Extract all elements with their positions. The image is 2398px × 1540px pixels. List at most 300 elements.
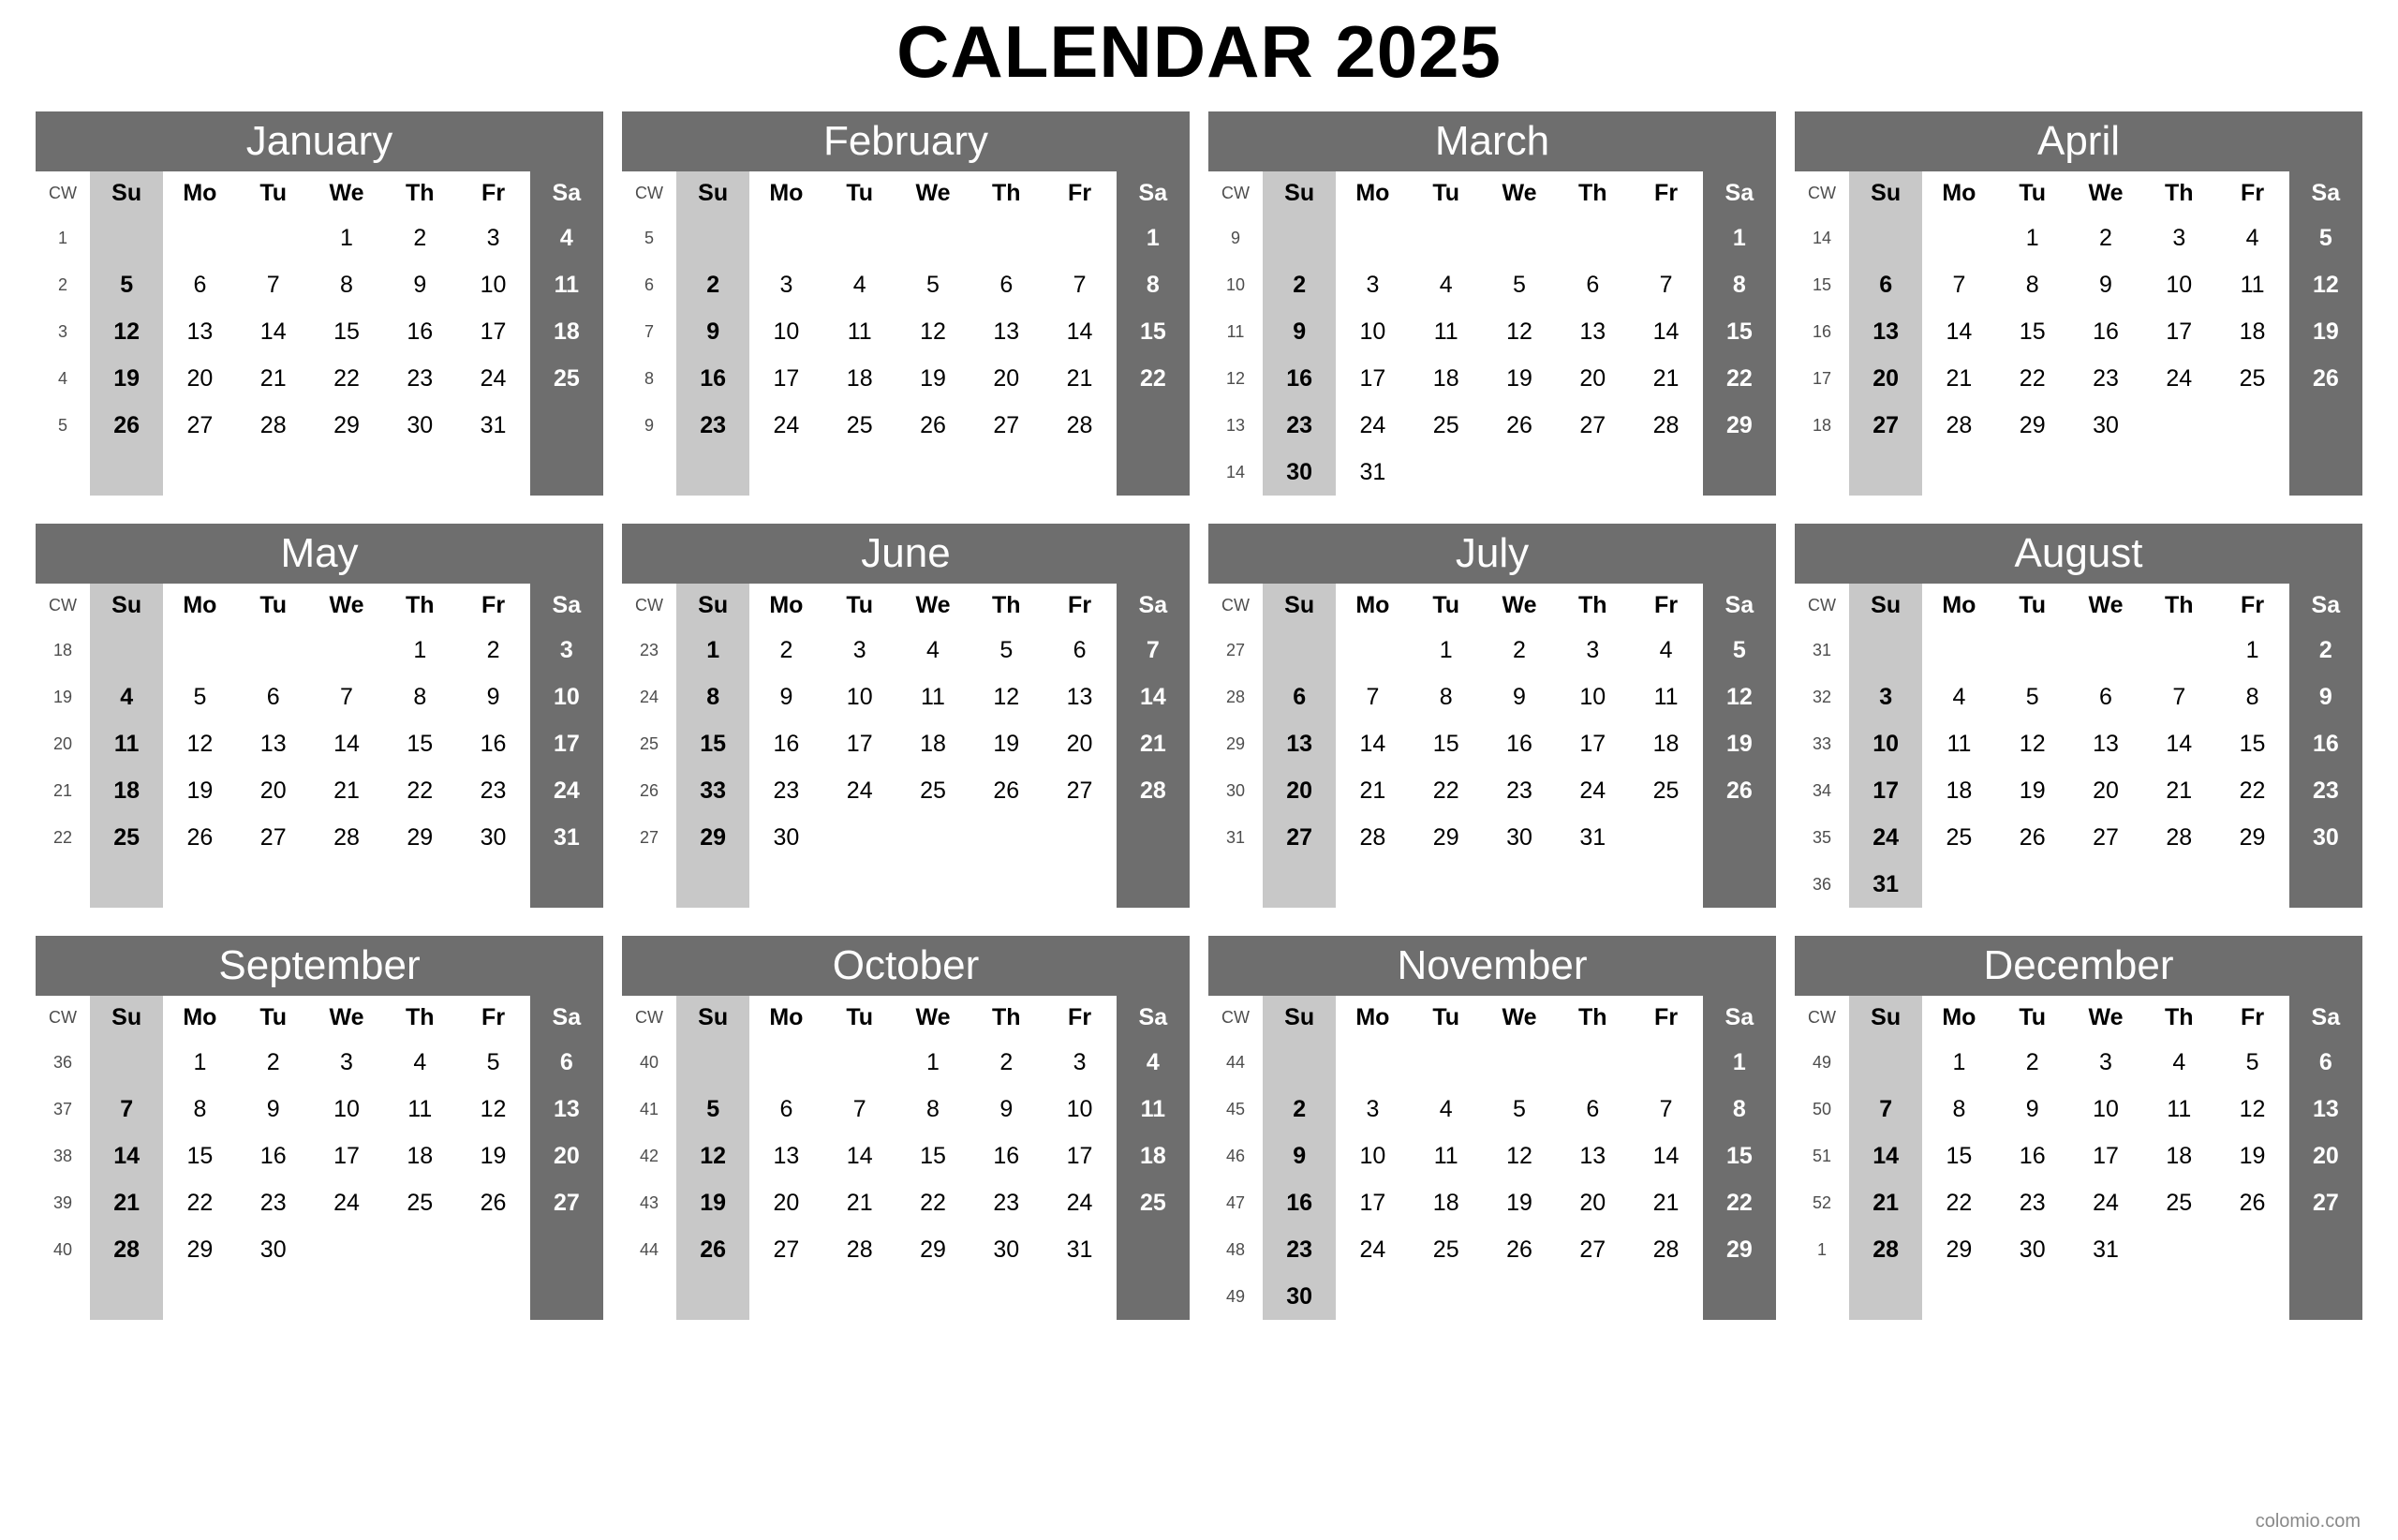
- day-cell[interactable]: 18: [1946, 777, 1973, 804]
- day-cell[interactable]: 13: [773, 1142, 800, 1169]
- day-cell-sunday[interactable]: 20: [1873, 364, 1900, 392]
- day-cell[interactable]: [1483, 1039, 1556, 1086]
- day-cell[interactable]: 12: [480, 1095, 507, 1122]
- day-cell[interactable]: [1410, 861, 1483, 908]
- day-cell-saturday[interactable]: [2289, 402, 2362, 449]
- day-cell[interactable]: 17: [1359, 1189, 1386, 1216]
- day-cell[interactable]: 20: [1579, 364, 1606, 392]
- day-cell-sunday[interactable]: 21: [113, 1189, 141, 1216]
- day-cell[interactable]: 8: [926, 1095, 940, 1122]
- day-cell[interactable]: 18: [407, 1142, 434, 1169]
- day-cell[interactable]: [383, 1226, 456, 1273]
- day-cell[interactable]: 10: [480, 271, 507, 298]
- day-cell-saturday[interactable]: 7: [1146, 636, 1160, 663]
- day-cell[interactable]: 26: [920, 411, 946, 438]
- day-cell[interactable]: [163, 1273, 236, 1320]
- day-cell-sunday[interactable]: 23: [1286, 1236, 1313, 1263]
- day-cell[interactable]: [456, 449, 529, 496]
- day-cell[interactable]: 29: [2239, 823, 2266, 851]
- day-cell[interactable]: 13: [1579, 318, 1606, 345]
- day-cell[interactable]: 1: [193, 1048, 207, 1075]
- day-cell-sunday[interactable]: 25: [113, 823, 141, 851]
- day-cell-saturday[interactable]: 26: [2312, 364, 2339, 392]
- day-cell[interactable]: [1629, 449, 1702, 496]
- day-cell[interactable]: 2: [413, 224, 427, 251]
- day-cell[interactable]: 14: [333, 730, 360, 757]
- day-cell-saturday[interactable]: 16: [2312, 730, 2339, 757]
- day-cell[interactable]: [1922, 215, 1995, 261]
- day-cell[interactable]: 25: [2239, 364, 2266, 392]
- day-cell[interactable]: 12: [2239, 1095, 2266, 1122]
- day-cell[interactable]: [2215, 449, 2288, 496]
- day-cell[interactable]: [970, 861, 1043, 908]
- day-cell[interactable]: 17: [773, 364, 800, 392]
- day-cell[interactable]: 7: [266, 271, 280, 298]
- day-cell[interactable]: 21: [1652, 364, 1680, 392]
- day-cell-saturday[interactable]: [530, 449, 603, 496]
- day-cell[interactable]: 13: [1579, 1142, 1606, 1169]
- day-cell-saturday[interactable]: [530, 402, 603, 449]
- day-cell[interactable]: [1556, 1273, 1629, 1320]
- day-cell[interactable]: 4: [1439, 1095, 1453, 1122]
- day-cell[interactable]: [310, 1226, 383, 1273]
- day-cell[interactable]: 16: [993, 1142, 1020, 1169]
- day-cell[interactable]: 6: [1586, 271, 1600, 298]
- day-cell[interactable]: [970, 215, 1043, 261]
- day-cell[interactable]: 27: [1579, 1236, 1606, 1263]
- day-cell[interactable]: 6: [999, 271, 1014, 298]
- day-cell-saturday[interactable]: 19: [1725, 730, 1753, 757]
- day-cell[interactable]: 9: [1513, 683, 1526, 710]
- day-cell[interactable]: 20: [2093, 777, 2119, 804]
- day-cell[interactable]: 29: [333, 411, 360, 438]
- day-cell-sunday[interactable]: [676, 1039, 749, 1086]
- day-cell[interactable]: 27: [2093, 823, 2119, 851]
- day-cell[interactable]: [2142, 627, 2215, 674]
- day-cell[interactable]: 21: [1359, 777, 1386, 804]
- day-cell-saturday[interactable]: 6: [559, 1048, 573, 1075]
- day-cell-sunday[interactable]: 31: [1873, 870, 1900, 897]
- day-cell-sunday[interactable]: 33: [700, 777, 727, 804]
- day-cell[interactable]: [237, 215, 310, 261]
- day-cell[interactable]: 9: [2025, 1095, 2039, 1122]
- day-cell[interactable]: 10: [1359, 1142, 1386, 1169]
- day-cell-saturday[interactable]: 27: [2312, 1189, 2339, 1216]
- day-cell[interactable]: 5: [2245, 1048, 2259, 1075]
- day-cell[interactable]: 13: [993, 318, 1020, 345]
- day-cell[interactable]: [1996, 449, 2069, 496]
- day-cell[interactable]: 25: [1432, 411, 1459, 438]
- day-cell-saturday[interactable]: [530, 1226, 603, 1273]
- day-cell[interactable]: 24: [2093, 1189, 2119, 1216]
- day-cell-saturday[interactable]: 28: [1139, 777, 1166, 804]
- day-cell[interactable]: [896, 449, 970, 496]
- day-cell[interactable]: 24: [480, 364, 507, 392]
- day-cell[interactable]: [1043, 215, 1116, 261]
- day-cell-saturday[interactable]: [1703, 861, 1776, 908]
- day-cell-sunday[interactable]: [90, 1273, 163, 1320]
- day-cell[interactable]: [1483, 861, 1556, 908]
- day-cell[interactable]: 27: [993, 411, 1020, 438]
- day-cell[interactable]: 7: [1366, 683, 1380, 710]
- day-cell[interactable]: 29: [1946, 1236, 1973, 1263]
- day-cell-sunday[interactable]: 19: [700, 1189, 727, 1216]
- day-cell-sunday[interactable]: 14: [113, 1142, 141, 1169]
- day-cell-sunday[interactable]: 9: [1293, 1142, 1307, 1169]
- day-cell[interactable]: 18: [2166, 1142, 2193, 1169]
- day-cell[interactable]: 12: [1506, 318, 1532, 345]
- day-cell[interactable]: 15: [920, 1142, 946, 1169]
- day-cell-sunday[interactable]: 23: [1286, 411, 1313, 438]
- day-cell[interactable]: [1922, 627, 1995, 674]
- day-cell[interactable]: [896, 861, 970, 908]
- day-cell[interactable]: 8: [193, 1095, 207, 1122]
- day-cell[interactable]: 21: [1946, 364, 1973, 392]
- day-cell[interactable]: 22: [186, 1189, 214, 1216]
- day-cell-sunday[interactable]: 7: [1879, 1095, 1893, 1122]
- day-cell[interactable]: [310, 449, 383, 496]
- day-cell-sunday[interactable]: [90, 449, 163, 496]
- day-cell-saturday[interactable]: 22: [1725, 364, 1753, 392]
- day-cell-sunday[interactable]: 29: [700, 823, 727, 851]
- day-cell[interactable]: 21: [2166, 777, 2193, 804]
- day-cell[interactable]: 20: [186, 364, 214, 392]
- day-cell[interactable]: [1556, 449, 1629, 496]
- day-cell-saturday[interactable]: [2289, 1226, 2362, 1273]
- day-cell[interactable]: 18: [846, 364, 873, 392]
- day-cell[interactable]: 20: [993, 364, 1020, 392]
- day-cell[interactable]: 13: [186, 318, 214, 345]
- day-cell[interactable]: 14: [259, 318, 287, 345]
- day-cell-saturday[interactable]: [1117, 814, 1190, 861]
- day-cell[interactable]: [749, 1039, 822, 1086]
- day-cell[interactable]: 4: [852, 271, 866, 298]
- day-cell[interactable]: 11: [847, 318, 872, 345]
- day-cell[interactable]: 11: [1433, 318, 1458, 345]
- day-cell[interactable]: [2215, 402, 2288, 449]
- day-cell[interactable]: 19: [186, 777, 214, 804]
- day-cell[interactable]: [970, 1273, 1043, 1320]
- day-cell[interactable]: [823, 215, 896, 261]
- day-cell-saturday[interactable]: 18: [1139, 1142, 1166, 1169]
- day-cell-saturday[interactable]: [2289, 449, 2362, 496]
- day-cell-saturday[interactable]: 30: [2312, 823, 2339, 851]
- day-cell[interactable]: [1629, 1039, 1702, 1086]
- day-cell-saturday[interactable]: 25: [1139, 1189, 1166, 1216]
- day-cell[interactable]: [970, 449, 1043, 496]
- day-cell-sunday[interactable]: 6: [1293, 683, 1307, 710]
- day-cell[interactable]: 6: [266, 683, 280, 710]
- day-cell[interactable]: 3: [1073, 1048, 1087, 1075]
- day-cell[interactable]: [1410, 1039, 1483, 1086]
- day-cell[interactable]: [1996, 1273, 2069, 1320]
- day-cell[interactable]: 17: [2166, 318, 2193, 345]
- day-cell[interactable]: 23: [993, 1189, 1020, 1216]
- day-cell[interactable]: 12: [920, 318, 946, 345]
- day-cell[interactable]: 30: [993, 1236, 1020, 1263]
- day-cell[interactable]: 27: [773, 1236, 800, 1263]
- day-cell[interactable]: 14: [1359, 730, 1386, 757]
- day-cell[interactable]: 14: [1652, 1142, 1680, 1169]
- day-cell-sunday[interactable]: 13: [1286, 730, 1313, 757]
- day-cell[interactable]: 1: [340, 224, 353, 251]
- day-cell-sunday[interactable]: 28: [113, 1236, 141, 1263]
- day-cell[interactable]: [237, 449, 310, 496]
- day-cell-sunday[interactable]: [90, 215, 163, 261]
- day-cell[interactable]: [2069, 1273, 2142, 1320]
- day-cell[interactable]: 24: [846, 777, 873, 804]
- day-cell[interactable]: 30: [259, 1236, 287, 1263]
- day-cell[interactable]: 6: [1073, 636, 1087, 663]
- day-cell[interactable]: [2142, 1226, 2215, 1273]
- day-cell[interactable]: [823, 814, 896, 861]
- day-cell[interactable]: 8: [413, 683, 427, 710]
- day-cell[interactable]: 10: [1359, 318, 1386, 345]
- day-cell-saturday[interactable]: 17: [553, 730, 580, 757]
- day-cell[interactable]: 31: [1066, 1236, 1093, 1263]
- day-cell[interactable]: 6: [2099, 683, 2112, 710]
- day-cell[interactable]: [896, 1273, 970, 1320]
- day-cell-sunday[interactable]: [1849, 1039, 1922, 1086]
- day-cell[interactable]: 28: [1946, 411, 1973, 438]
- day-cell-sunday[interactable]: [676, 215, 749, 261]
- day-cell[interactable]: 27: [259, 823, 287, 851]
- day-cell[interactable]: 9: [2099, 271, 2112, 298]
- day-cell[interactable]: 22: [2019, 364, 2046, 392]
- day-cell[interactable]: 19: [2019, 777, 2046, 804]
- day-cell-saturday[interactable]: 12: [1725, 683, 1753, 710]
- day-cell-sunday[interactable]: 5: [706, 1095, 720, 1122]
- day-cell[interactable]: [310, 861, 383, 908]
- day-cell[interactable]: [1336, 1039, 1409, 1086]
- day-cell-sunday[interactable]: 11: [113, 730, 140, 757]
- day-cell-saturday[interactable]: 1: [1146, 224, 1160, 251]
- day-cell[interactable]: 21: [1066, 364, 1093, 392]
- day-cell[interactable]: 27: [186, 411, 214, 438]
- day-cell[interactable]: 28: [259, 411, 287, 438]
- day-cell[interactable]: 26: [1506, 411, 1532, 438]
- day-cell[interactable]: 16: [2019, 1142, 2046, 1169]
- day-cell[interactable]: 13: [1066, 683, 1093, 710]
- day-cell[interactable]: [1483, 449, 1556, 496]
- day-cell[interactable]: 3: [1586, 636, 1600, 663]
- day-cell[interactable]: [1556, 1039, 1629, 1086]
- day-cell[interactable]: 29: [186, 1236, 214, 1263]
- day-cell[interactable]: 3: [2099, 1048, 2112, 1075]
- day-cell[interactable]: 21: [259, 364, 287, 392]
- day-cell-sunday[interactable]: 19: [113, 364, 141, 392]
- day-cell[interactable]: 24: [1359, 411, 1386, 438]
- day-cell-saturday[interactable]: 19: [2312, 318, 2339, 345]
- day-cell[interactable]: 25: [846, 411, 873, 438]
- day-cell[interactable]: [1483, 1273, 1556, 1320]
- day-cell[interactable]: [163, 449, 236, 496]
- day-cell-sunday[interactable]: [1263, 861, 1336, 908]
- day-cell-saturday[interactable]: 23: [2312, 777, 2339, 804]
- day-cell-saturday[interactable]: 13: [553, 1095, 580, 1122]
- day-cell-sunday[interactable]: 14: [1873, 1142, 1900, 1169]
- day-cell[interactable]: 12: [186, 730, 214, 757]
- day-cell[interactable]: 2: [779, 636, 793, 663]
- day-cell-sunday[interactable]: 13: [1873, 318, 1900, 345]
- day-cell[interactable]: 1: [1439, 636, 1453, 663]
- day-cell[interactable]: 14: [1066, 318, 1093, 345]
- day-cell[interactable]: 7: [852, 1095, 866, 1122]
- day-cell-saturday[interactable]: 24: [553, 777, 580, 804]
- day-cell[interactable]: 21: [846, 1189, 873, 1216]
- day-cell[interactable]: 28: [1652, 411, 1680, 438]
- day-cell[interactable]: [456, 1226, 529, 1273]
- day-cell-saturday[interactable]: 4: [559, 224, 573, 251]
- day-cell-saturday[interactable]: [2289, 1273, 2362, 1320]
- day-cell-sunday[interactable]: 26: [113, 411, 141, 438]
- day-cell[interactable]: 11: [1653, 683, 1679, 710]
- day-cell-saturday[interactable]: 12: [2312, 271, 2339, 298]
- day-cell[interactable]: 31: [1579, 823, 1606, 851]
- day-cell[interactable]: [1043, 861, 1116, 908]
- day-cell[interactable]: [2142, 402, 2215, 449]
- day-cell[interactable]: 11: [2240, 271, 2265, 298]
- day-cell[interactable]: 4: [1952, 683, 1966, 710]
- day-cell[interactable]: [823, 1039, 896, 1086]
- day-cell[interactable]: 5: [999, 636, 1014, 663]
- day-cell[interactable]: 17: [846, 730, 873, 757]
- day-cell[interactable]: 18: [1432, 1189, 1459, 1216]
- day-cell-saturday[interactable]: 8: [1732, 271, 1746, 298]
- day-cell-sunday[interactable]: 27: [1873, 411, 1900, 438]
- day-cell[interactable]: 30: [2093, 411, 2119, 438]
- day-cell-sunday[interactable]: 12: [113, 318, 141, 345]
- day-cell-sunday[interactable]: 30: [1286, 1282, 1313, 1310]
- day-cell[interactable]: 6: [193, 271, 207, 298]
- day-cell[interactable]: [163, 215, 236, 261]
- day-cell[interactable]: 1: [2025, 224, 2039, 251]
- day-cell[interactable]: 1: [413, 636, 427, 663]
- day-cell[interactable]: 18: [2239, 318, 2266, 345]
- day-cell[interactable]: [1410, 215, 1483, 261]
- day-cell[interactable]: 28: [1359, 823, 1386, 851]
- day-cell[interactable]: 29: [920, 1236, 946, 1263]
- day-cell[interactable]: 14: [1946, 318, 1973, 345]
- day-cell[interactable]: [2069, 449, 2142, 496]
- day-cell[interactable]: [1996, 861, 2069, 908]
- day-cell[interactable]: 13: [259, 730, 287, 757]
- day-cell-sunday[interactable]: 18: [113, 777, 141, 804]
- day-cell[interactable]: [2142, 449, 2215, 496]
- day-cell[interactable]: [1996, 627, 2069, 674]
- day-cell-sunday[interactable]: [1849, 215, 1922, 261]
- day-cell-sunday[interactable]: [676, 861, 749, 908]
- day-cell-saturday[interactable]: 3: [559, 636, 573, 663]
- day-cell-saturday[interactable]: 6: [2318, 1048, 2332, 1075]
- day-cell[interactable]: [2142, 1273, 2215, 1320]
- day-cell[interactable]: 10: [1066, 1095, 1093, 1122]
- day-cell[interactable]: [310, 627, 383, 674]
- day-cell[interactable]: 27: [1579, 411, 1606, 438]
- day-cell[interactable]: [163, 861, 236, 908]
- day-cell[interactable]: 24: [1066, 1189, 1093, 1216]
- day-cell[interactable]: 11: [1433, 1142, 1458, 1169]
- day-cell-sunday[interactable]: [1849, 627, 1922, 674]
- day-cell[interactable]: [1629, 1273, 1702, 1320]
- day-cell[interactable]: 16: [1506, 730, 1532, 757]
- day-cell-saturday[interactable]: 21: [1139, 730, 1166, 757]
- day-cell[interactable]: 20: [1066, 730, 1093, 757]
- day-cell[interactable]: 26: [2239, 1189, 2266, 1216]
- day-cell[interactable]: 19: [2239, 1142, 2266, 1169]
- day-cell[interactable]: 30: [2019, 1236, 2046, 1263]
- day-cell[interactable]: [823, 861, 896, 908]
- day-cell[interactable]: 4: [2245, 224, 2259, 251]
- day-cell[interactable]: 7: [1073, 271, 1087, 298]
- day-cell[interactable]: 30: [480, 823, 507, 851]
- day-cell[interactable]: 19: [480, 1142, 507, 1169]
- day-cell[interactable]: 26: [186, 823, 214, 851]
- day-cell-saturday[interactable]: 26: [1725, 777, 1753, 804]
- day-cell[interactable]: 10: [846, 683, 873, 710]
- day-cell[interactable]: 28: [846, 1236, 873, 1263]
- day-cell-saturday[interactable]: [1703, 449, 1776, 496]
- day-cell[interactable]: 26: [1506, 1236, 1532, 1263]
- day-cell[interactable]: [2142, 861, 2215, 908]
- day-cell[interactable]: 27: [1066, 777, 1093, 804]
- day-cell[interactable]: [1043, 814, 1116, 861]
- day-cell-sunday[interactable]: 17: [1873, 777, 1900, 804]
- day-cell-sunday[interactable]: 12: [700, 1142, 727, 1169]
- day-cell[interactable]: 11: [1947, 730, 1972, 757]
- day-cell[interactable]: 19: [1506, 1189, 1532, 1216]
- day-cell[interactable]: 24: [1579, 777, 1606, 804]
- day-cell[interactable]: [237, 861, 310, 908]
- day-cell-saturday[interactable]: 31: [553, 823, 580, 851]
- day-cell[interactable]: 18: [1652, 730, 1680, 757]
- day-cell-sunday[interactable]: 2: [1293, 271, 1307, 298]
- day-cell[interactable]: [1922, 861, 1995, 908]
- day-cell[interactable]: 12: [2019, 730, 2046, 757]
- day-cell[interactable]: 9: [413, 271, 427, 298]
- day-cell-saturday[interactable]: 5: [2318, 224, 2332, 251]
- day-cell[interactable]: [163, 627, 236, 674]
- day-cell[interactable]: 3: [779, 271, 793, 298]
- day-cell[interactable]: 12: [993, 683, 1020, 710]
- day-cell-sunday[interactable]: 6: [1879, 271, 1893, 298]
- day-cell[interactable]: [1336, 215, 1409, 261]
- day-cell[interactable]: 24: [2166, 364, 2193, 392]
- day-cell[interactable]: 25: [1652, 777, 1680, 804]
- day-cell[interactable]: 7: [1952, 271, 1966, 298]
- day-cell-sunday[interactable]: 30: [1286, 458, 1313, 485]
- day-cell-sunday[interactable]: 2: [706, 271, 720, 298]
- day-cell[interactable]: 23: [407, 364, 434, 392]
- day-cell[interactable]: 8: [340, 271, 353, 298]
- day-cell-sunday[interactable]: 1: [706, 636, 720, 663]
- day-cell[interactable]: 15: [333, 318, 360, 345]
- day-cell-saturday[interactable]: 11: [1140, 1095, 1166, 1122]
- day-cell-saturday[interactable]: 29: [1725, 1236, 1753, 1263]
- day-cell[interactable]: 1: [926, 1048, 940, 1075]
- day-cell[interactable]: 10: [2166, 271, 2193, 298]
- day-cell[interactable]: 8: [1439, 683, 1453, 710]
- day-cell[interactable]: 16: [773, 730, 800, 757]
- day-cell[interactable]: 22: [920, 1189, 946, 1216]
- day-cell-saturday[interactable]: 11: [554, 271, 580, 298]
- day-cell[interactable]: 15: [407, 730, 434, 757]
- day-cell[interactable]: [823, 1273, 896, 1320]
- day-cell[interactable]: 23: [2093, 364, 2119, 392]
- day-cell[interactable]: 25: [407, 1189, 434, 1216]
- day-cell[interactable]: [456, 861, 529, 908]
- day-cell[interactable]: 17: [333, 1142, 360, 1169]
